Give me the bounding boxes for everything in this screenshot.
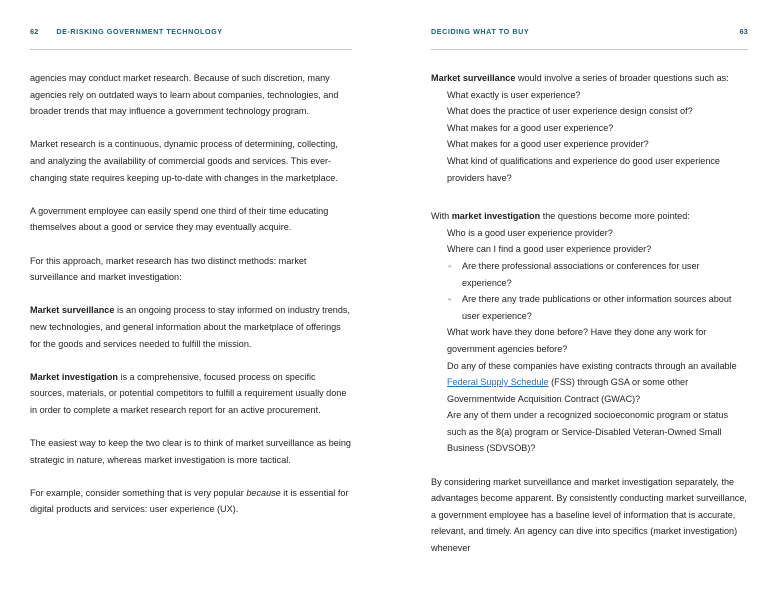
bullet-circle-icon: ◦ [448,260,452,271]
question-item: What kind of qualifications and experience do good user experience providers have? [447,155,720,183]
paragraph-considering-separately: By considering market surveillance and market investigation separately, the advantages become apparent. By consistently conducting market surveillance, a government employee has a baseline level of information that is accurate, relevant, and timely. An agency can dive into specifics (market investigation) whenever [431,476,747,554]
investigation-definition-text: is a comprehensive, focused process on specific sources, materials, or potential competitors to fulfill a requirement usually done in order to complete a market research report for an active procurement. [30,371,347,415]
paragraph-ux-example [30,485,352,518]
paragraph-market-research-definition: Market research is a continuous, dynamic process of determining, collecting, and analyzing the availability of commercial goods and services. This ever-changing state requires keeping up-to-date with changes in the marketplace. [30,139,338,183]
term-market-surveillance: Market surveillance [30,305,115,316]
paragraph-investigation-definition [30,369,352,419]
question-item: Who is a good user experience provider? [447,227,613,238]
contracts-question-part-one: Do any of these companies have existing contracts through an available [447,360,737,371]
sub-question-text: Are there any trade publications or other information sources about user experience? [462,294,732,321]
investigation-intro-part-one: With [431,211,452,222]
sub-question-text: Are there professional associations or conferences for user experience? [462,260,700,288]
ux-example-emphasis: because [246,487,281,498]
surveillance-definition-text: is an ongoing process to stay informed on industry trends, new technologies, and general information about the marketplace of offerings for the goods and services needed to fulfill the mission. [30,305,350,349]
paragraph-two-methods: For this approach, market research has two distinct methods: market surveillance and market investigation: [30,255,307,283]
paragraph-surveillance-intro [431,70,748,87]
sub-question-item [431,258,748,291]
term-market-investigation: Market investigation [30,371,118,382]
term-market-surveillance-right: Market surveillance [431,73,516,83]
question-item: What exactly is user experience? [447,89,581,100]
header-rule-right [431,49,748,50]
paragraph-strategic-vs-tactical: The easiest way to keep the two clear is to think of market surveillance as being strategic in nature, whereas market investigation is more tactical. [30,438,351,465]
question-item: What does the practice of user experience design consist of? [447,106,693,117]
paragraph-surveillance-definition [30,302,352,352]
federal-supply-schedule-link[interactable]: Federal Supply Schedule [447,377,549,388]
contracts-question-part-two: (FSS) through GSA or some other Governmentwide Acquisition Contract (GWAC)? [447,377,689,404]
question-item: What work have they done before? Have they done any work for government agencies before? [447,327,707,354]
right-column-body [431,70,748,557]
page-right [388,0,776,600]
header-rule-left [30,49,352,50]
bullet-circle-icon: ◦ [448,294,452,305]
running-title-right: DECIDING WHAT TO BUY [431,27,530,36]
running-head-right [431,28,748,42]
sub-question-item [431,291,748,324]
ux-example-part-one: For example, consider something that is very popular [30,487,247,498]
surveillance-intro-text: would involve a series of broader questions such as: [515,73,729,83]
left-column-body [30,70,352,518]
running-head-left [30,28,352,42]
running-title-left: DE-RISKING GOVERNMENT TECHNOLOGY [56,27,223,36]
page-number-left: 62 [30,27,39,36]
investigation-intro-part-two: the questions become more pointed: [540,211,690,222]
question-item: What makes for a good user experience provider? [447,139,649,150]
page-number-right: 63 [739,27,748,36]
term-market-investigation-right: market investigation [451,211,541,222]
section-spacer [431,186,748,208]
question-item-contracts [431,358,748,408]
paragraph-employee-time: A government employee can easily spend one third of their time educating themselves about a good or service they may eventually acquire. [30,205,329,233]
ux-example-part-two: it is essential for digital products and services: user experience (UX). [30,487,349,515]
question-item: Where can I find a good user experience provider? [447,244,652,255]
question-item: What makes for a good user experience? [447,122,614,133]
section-spacer [431,457,748,474]
paragraph-investigation-intro [431,208,748,225]
question-item-socioeconomic: Are any of them under a recognized socioeconomic program or status such as the 8(a) program or Service-Disabled Veteran-Owned Small Business (SDVSOB)? [447,410,729,454]
paragraph-market-research-discretion: agencies may conduct market research. Because of such discretion, many agencies rely on outdated ways to learn about companies, technologies, and broader trends that may influence a government technology program. [30,73,339,117]
